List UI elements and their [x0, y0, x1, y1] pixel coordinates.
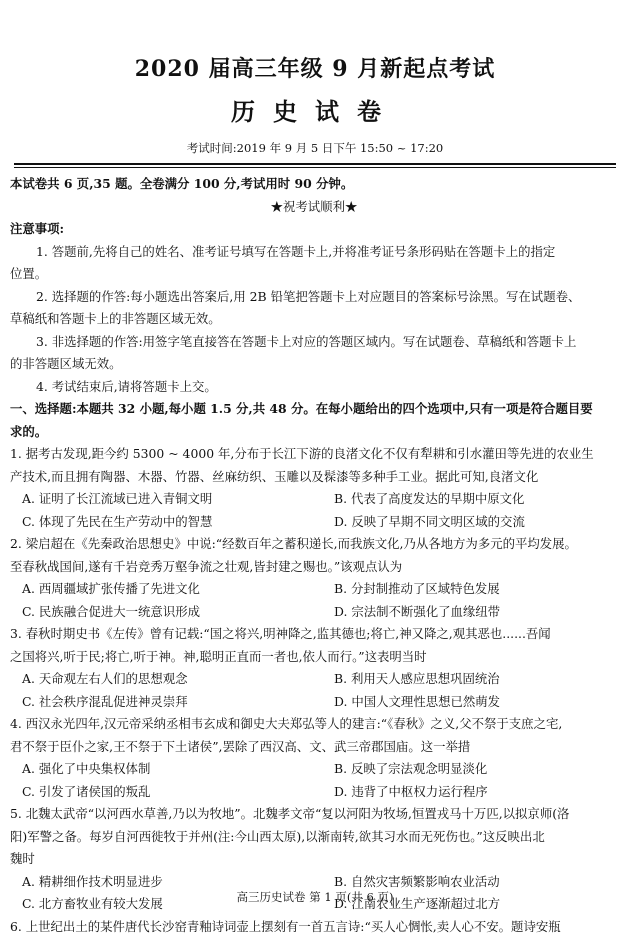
option-d: D. 反映了早期不同文明区域的交流: [310, 511, 610, 534]
option-d: D. 江南农业生产逐渐超过北方: [310, 893, 610, 916]
page-footer: 高三历史试卷 第 1 页(共 6 页): [0, 889, 630, 905]
option-b: B. 利用天人感应思想巩固统治: [310, 668, 610, 691]
question-stem-line: 2. 梁启超在《先秦政治思想史》中说:“经数百年之蓄积递长,而我族文化,乃从各地方为多元的平均发展。: [10, 533, 618, 556]
question-3: [10, 623, 618, 713]
option-b: B. 分封制推动了区域特色发展: [310, 578, 610, 601]
option-d: D. 宗法制不断强化了血缘纽带: [310, 601, 610, 624]
question-stem-line: 3. 春秋时期史书《左传》曾有记载:“国之将兴,明神降之,监其德也;将亡,神又降之,观其恶也......吾闻: [10, 623, 618, 646]
question-stem-line: 阳)军警之备。每岁自河西徙牧于并州(注:今山西太原),以渐南转,欲其习水而无死伤也。”这反映出北: [10, 826, 618, 849]
option-d: D. 中国人文理性思想已然萌发: [310, 691, 610, 714]
notice-line: 2. 选择题的作答:每小题选出答案后,用 2B 铅笔把答题卡上对应题目的答案标号涂黑。写在试题卷、: [10, 286, 618, 309]
question-2: [10, 533, 618, 623]
option-a: A. 强化了中央集权体制: [10, 758, 310, 781]
subject-title: 历史试卷: [0, 92, 630, 127]
option-b: B. 自然灾害频繁影响农业活动: [310, 871, 610, 894]
question-stem-line: 魏时: [10, 848, 618, 871]
question-stem-line: 君不祭于臣仆之家,王不祭于下土诸侯”,罢除了西汉高、文、武三帝郡国庙。这一举措: [10, 736, 618, 759]
question-stem-line: 1. 据考古发现,距今约 5300 ~ 4000 年,分布于长江下游的良渚文化不仅有犁耕和引水灌田等先进的农业生: [10, 443, 618, 466]
exam-title: 2020 届高三年级 9 月新起点考试: [0, 52, 630, 83]
header-divider-thick: [14, 163, 616, 165]
option-d: D. 违背了中枢权力运行程序: [310, 781, 610, 804]
question-stem-line: 6. 上世纪出土的某件唐代长沙窑青釉诗词壶上摆刻有一首五言诗:“买人心惆怅,卖人心不安。题诗安瓶: [10, 916, 618, 938]
question-stem-line: 产技术,而且拥有陶器、木器、竹器、丝麻纺织、玉雕以及髹漆等多种手工业。据此可知,良渚文化: [10, 466, 618, 489]
exam-summary: 本试卷共 6 页,35 题。全卷满分 100 分,考试用时 90 分钟。: [10, 173, 618, 196]
notice-line: 草稿纸和答题卡上的非答题区域无效。: [10, 308, 618, 331]
option-a: A. 证明了长江流域已进入青铜文明: [10, 488, 310, 511]
question-stem-line: 5. 北魏太武帝“以河西水草善,乃以为牧地”。北魏孝文帝“复以河阳为牧场,恒置戎马十万匹,以拟京师(洛: [10, 803, 618, 826]
exam-body: [10, 173, 618, 938]
question-4: [10, 713, 618, 803]
option-c: C. 民族融合促进大一统意识形成: [10, 601, 310, 624]
option-a: A. 精耕细作技术明显进步: [10, 871, 310, 894]
notice-line: 3. 非选择题的作答:用签字笔直接答在答题卡上对应的答题区域内。写在试题卷、草稿纸和答题卡上: [10, 331, 618, 354]
question-stem-line: 4. 西汉永光四年,汉元帝采纳丞相韦玄成和御史大夫郑弘等人的建言:“《春秋》之义,父不祭于支庶之宅,: [10, 713, 618, 736]
question-1: [10, 443, 618, 533]
good-luck-banner: ★祝考试顺利★: [10, 196, 618, 219]
option-c: C. 引发了诸侯国的叛乱: [10, 781, 310, 804]
option-c: C. 北方畜牧业有较大发展: [10, 893, 310, 916]
notice-line: 的非答题区域无效。: [10, 353, 618, 376]
notice-line: 位置。: [10, 263, 618, 286]
option-b: B. 代表了高度发达的早期中原文化: [310, 488, 610, 511]
notice-heading: 注意事项:: [10, 218, 618, 241]
notice-line: 4. 考试结束后,请将答题卡上交。: [10, 376, 618, 399]
option-a: A. 西周疆域扩张传播了先进文化: [10, 578, 310, 601]
question-stem-line: 之国将兴,听于民;将亡,听于神。神,聪明正直而一者也,依人而行。”这表明当时: [10, 646, 618, 669]
section-heading-cont: 求的。: [10, 421, 618, 444]
option-b: B. 反映了宗法观念明显淡化: [310, 758, 610, 781]
option-a: A. 天命观左右人们的思想观念: [10, 668, 310, 691]
exam-time: 考试时间:2019 年 9 月 5 日下午 15:50 ~ 17:20: [0, 140, 630, 156]
notice-line: 1. 答题前,先将自己的姓名、准考证号填写在答题卡上,并将准考证号条形码贴在答题卡上的指定: [10, 241, 618, 264]
question-stem-line: 至春秋战国间,遂有千岩竞秀万壑争流之壮观,皆封建之赐也。”该观点认为: [10, 556, 618, 579]
section-heading: 一、选择题:本题共 32 小题,每小题 1.5 分,共 48 分。在每小题给出的四个选项中,只有一项是符合题目要: [10, 398, 618, 421]
option-c: C. 社会秩序混乱促进神灵崇拜: [10, 691, 310, 714]
header-divider-thin: [14, 167, 616, 168]
option-c: C. 体现了先民在生产劳动中的智慧: [10, 511, 310, 534]
question-6: [10, 916, 618, 938]
